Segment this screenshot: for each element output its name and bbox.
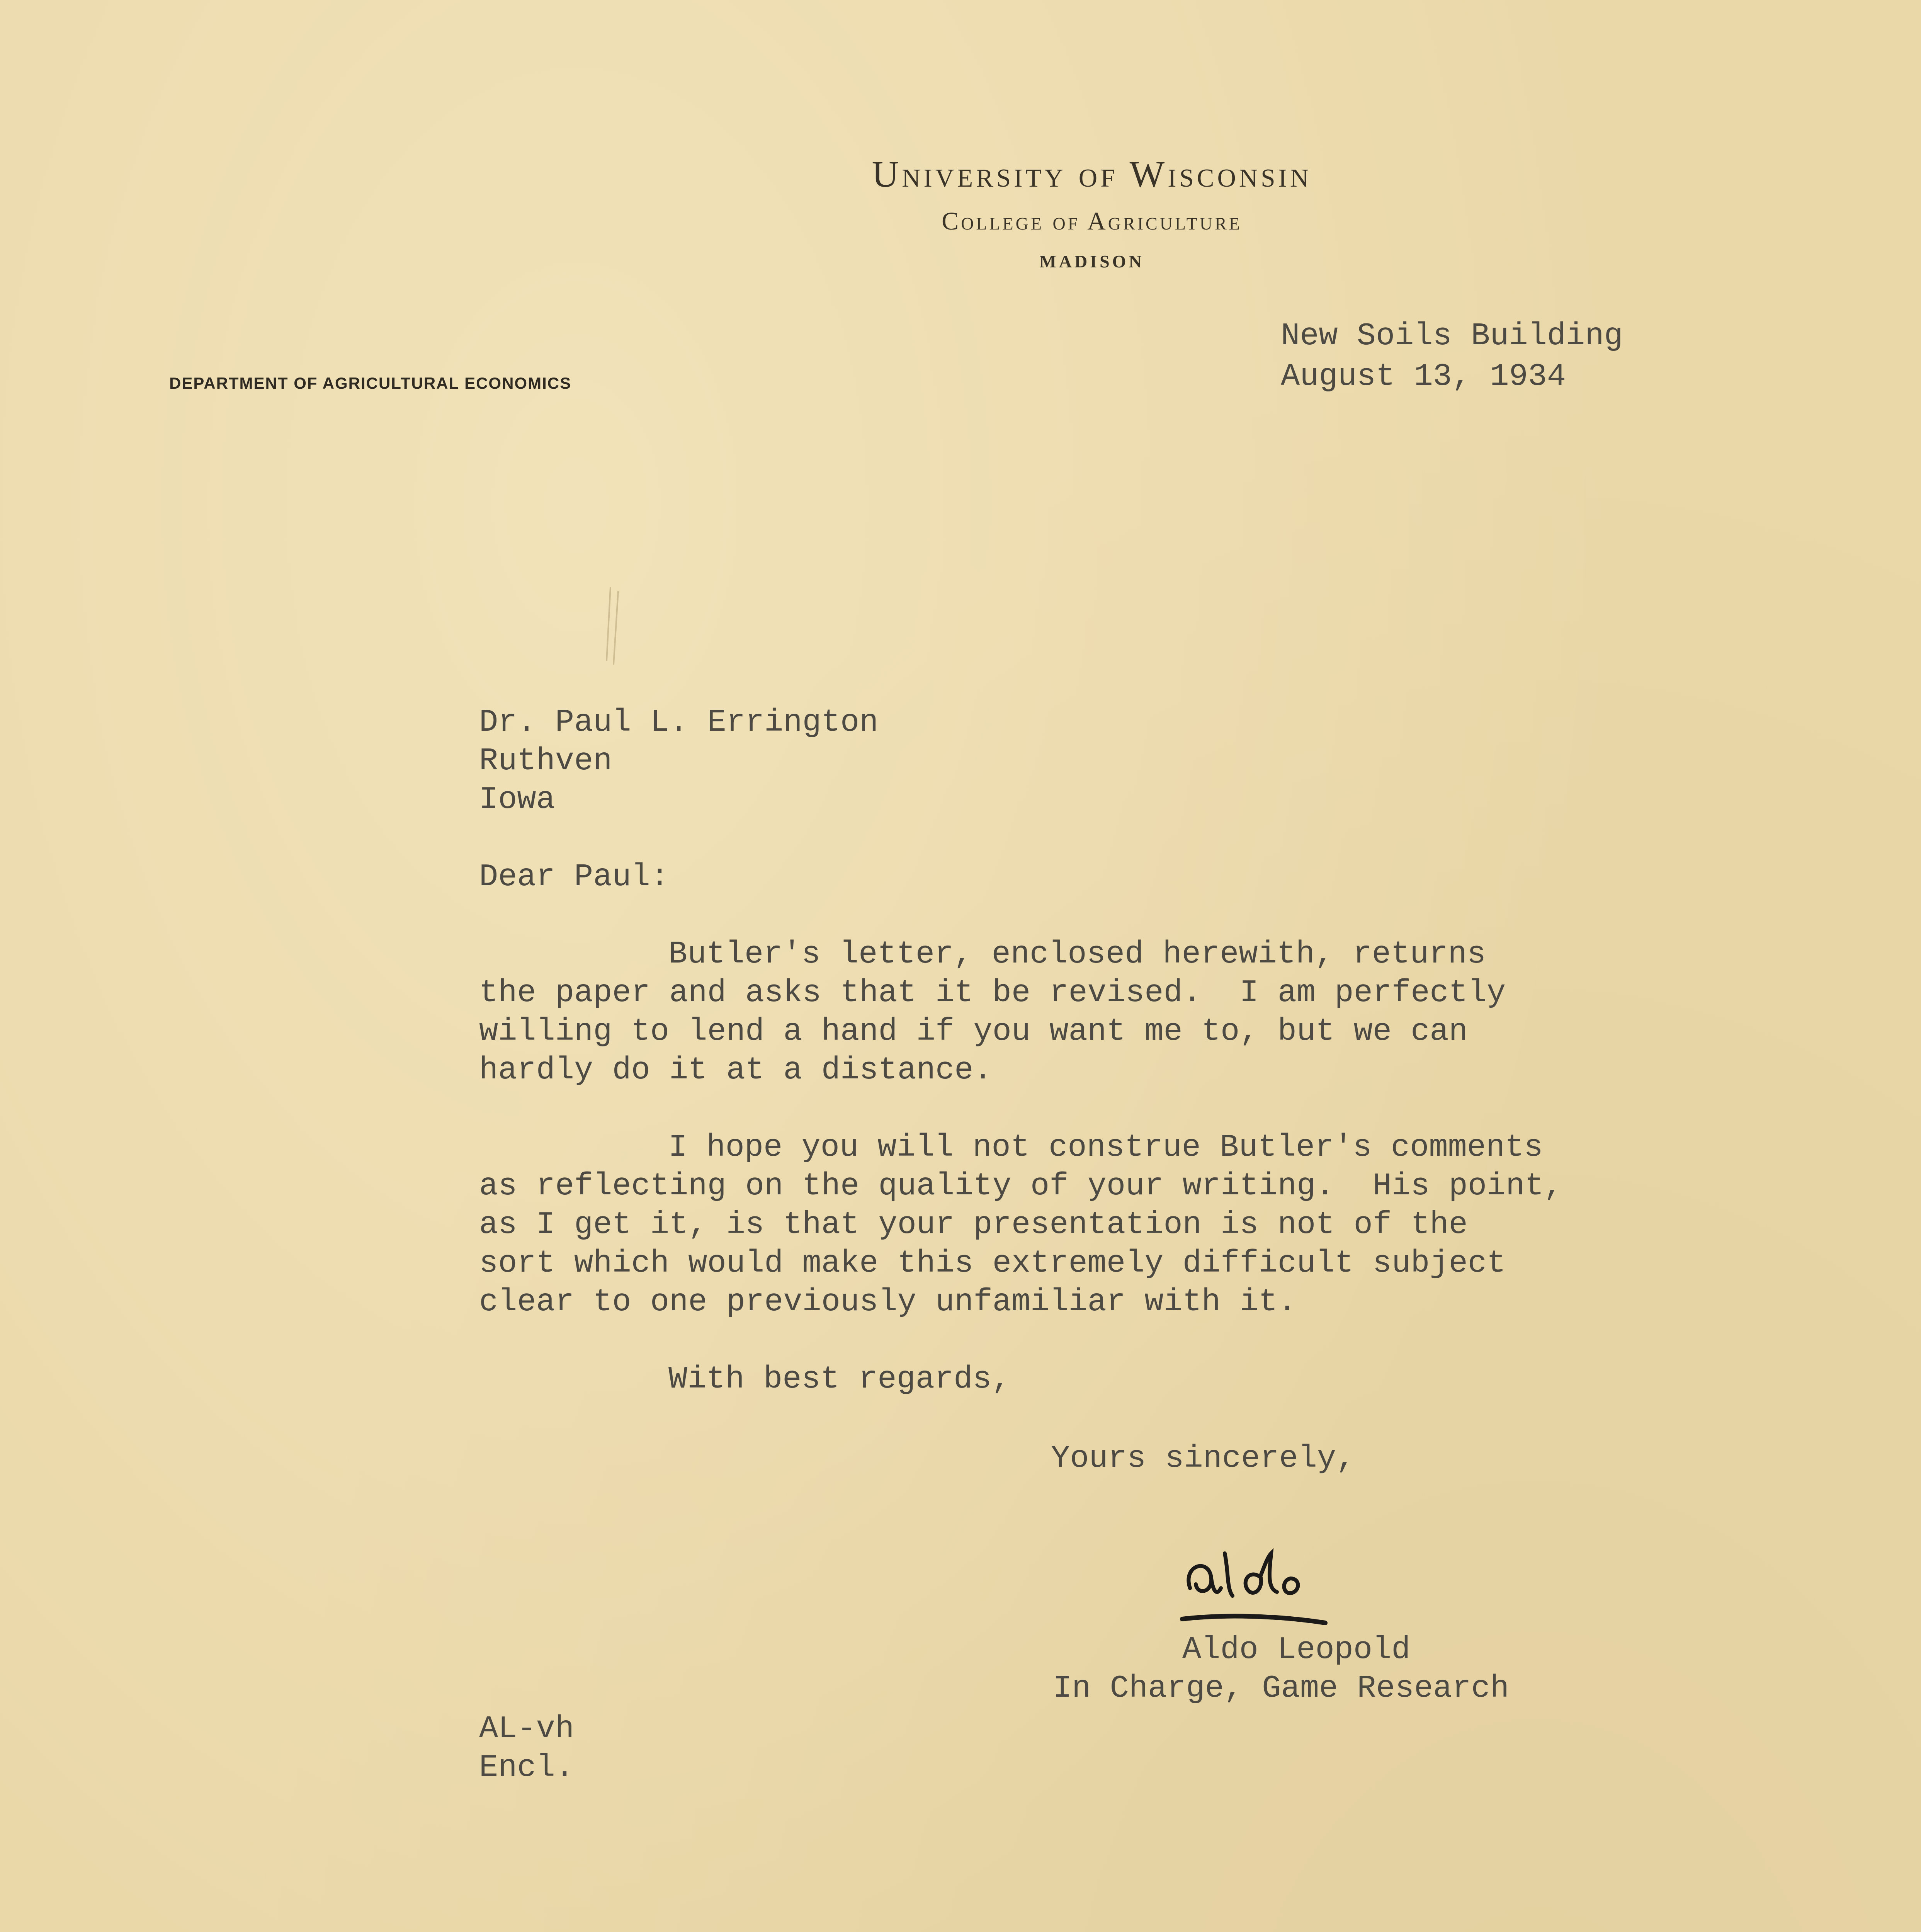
- letterhead-department: DEPARTMENT OF AGRICULTURAL ECONOMICS: [169, 374, 572, 392]
- recipient-state: Iowa: [479, 782, 555, 818]
- footer-initials: AL-vh: [479, 1711, 575, 1747]
- closing-sincerely: Yours sincerely,: [1051, 1440, 1355, 1476]
- body-line: as I get it, is that your presentation is not of the: [479, 1207, 1468, 1243]
- body-line: sort which would make this extremely difficult subject: [479, 1245, 1506, 1281]
- recipient-name: Dr. Paul L. Errington: [479, 704, 879, 740]
- header-location: New Soils Building: [1281, 318, 1623, 354]
- letterhead-university: University of Wisconsin: [872, 153, 1312, 195]
- body-line: I hope you will not construe Butler's comments: [668, 1129, 1543, 1165]
- closing-regards: With best regards,: [668, 1361, 1011, 1397]
- body-line: hardly do it at a distance.: [479, 1052, 993, 1088]
- paper-mark: [603, 583, 626, 668]
- salutation: Dear Paul:: [479, 859, 670, 895]
- body-line: Butler's letter, enclosed herewith, returns: [668, 936, 1486, 972]
- body-line: willing to lend a hand if you want me to, but we can: [479, 1014, 1468, 1049]
- body-line: clear to one previously unfamiliar with it.: [479, 1284, 1297, 1320]
- footer-enclosure: Encl.: [479, 1750, 575, 1786]
- handwritten-signature: [1175, 1542, 1337, 1631]
- letterhead-college: College of Agriculture: [942, 207, 1242, 235]
- letterhead-city: MADISON: [1039, 252, 1144, 271]
- body-line: the paper and asks that it be revised. I am perfectly: [479, 975, 1506, 1011]
- signer-name: Aldo Leopold: [1182, 1632, 1411, 1668]
- body-line: as reflecting on the quality of your writing. His point,: [479, 1168, 1563, 1204]
- recipient-town: Ruthven: [479, 743, 612, 779]
- signer-title: In Charge, Game Research: [1053, 1670, 1509, 1706]
- header-date: August 13, 1934: [1281, 359, 1566, 395]
